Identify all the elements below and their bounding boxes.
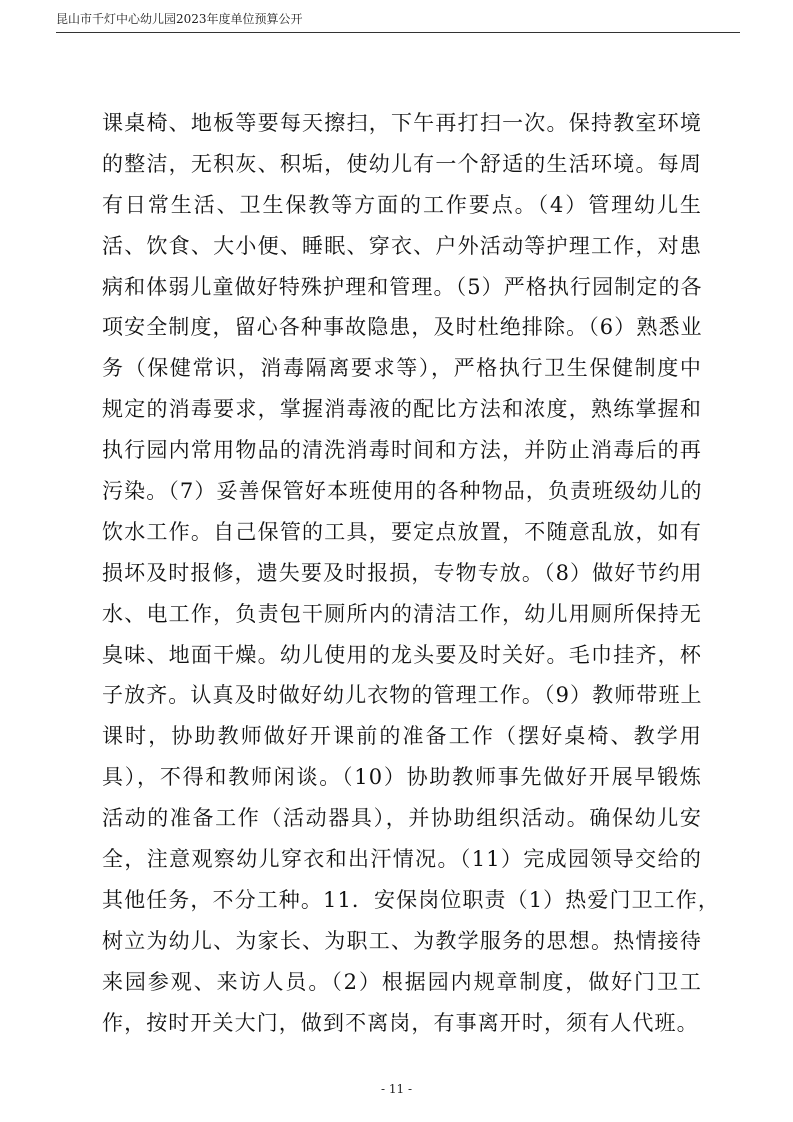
text-line: 病和体弱儿童做好特殊护理和管理。（5）严格执行园制定的各 — [102, 274, 703, 299]
text-line: 有日常生活、卫生保教等方面的工作要点。（4）管理幼儿生 — [102, 192, 702, 217]
text-line: 规定的消毒要求，掌握消毒液的配比方法和浓度，熟练掌握和 — [102, 397, 702, 422]
text-line: 损坏及时报修，遗失要及时报损，专物专放。（8）做好节约用 — [102, 560, 703, 585]
body-text — [102, 103, 720, 1043]
text-line: 活、饮食、大小便、睡眠、穿衣、户外活动等护理工作，对患 — [102, 233, 702, 258]
text-line: 项安全制度，留心各种事故隐患，及时杜绝排除。（6）熟悉业 — [102, 315, 703, 340]
text-line: 务（保健常识，消毒隔离要求等），严格执行卫生保健制度中 — [102, 356, 702, 381]
text-line: 饮水工作。自己保管的工具，要定点放置，不随意乱放，如有 — [102, 519, 702, 544]
text-line: 的整洁，无积灰、积垢，使幼儿有一个舒适的生活环境。每周 — [102, 151, 702, 176]
text-line: 子放齐。认真及时做好幼儿衣物的管理工作。（9）教师带班上 — [102, 683, 703, 708]
page-header — [56, 10, 740, 33]
text-line: 具），不得和教师闲谈。（10）协助教师事先做好开展早锻炼 — [102, 765, 702, 790]
text-line: 课桌椅、地板等要每天擦扫，下午再打扫一次。保持教室环境 — [102, 111, 702, 135]
page-number: - 11 - — [380, 1082, 412, 1096]
text-line: 执行园内常用物品的清洗消毒时间和方法，并防止消毒后的再 — [102, 438, 702, 463]
text-line: 作，按时开关大门，做到不离岗，有事离开时，须有人代班。 — [102, 1010, 699, 1035]
text-line: 活动的准备工作（活动器具），并协助组织活动。确保幼儿安 — [102, 806, 702, 831]
header-title: 昆山市千灯中心幼儿园2023年度单位预算公开 — [56, 12, 303, 26]
text-line: 污染。（7）妥善保管好本班使用的各种物品，负责班级幼儿的 — [102, 479, 703, 504]
text-line: 全，注意观察幼儿穿衣和出汗情况。（11）完成园领导交给的 — [102, 847, 702, 872]
text-line: 臭味、地面干燥。幼儿使用的龙头要及时关好。毛巾挂齐，杯 — [102, 642, 702, 667]
text-line: 树立为幼儿、为家长、为职工、为教学服务的思想。热情接待 — [102, 928, 702, 953]
text-line: 水、电工作，负责包干厕所内的清洁工作，幼儿用厕所保持无 — [102, 601, 702, 626]
text-line: 其他任务，不分工种。11．安保岗位职责（1）热爱门卫工作， — [102, 887, 720, 912]
text-line: 来园参观、来访人员。（2）根据园内规章制度，做好门卫工 — [102, 969, 702, 994]
text-line: 课时，协助教师做好开课前的准备工作（摆好桌椅、教学用 — [102, 724, 702, 749]
